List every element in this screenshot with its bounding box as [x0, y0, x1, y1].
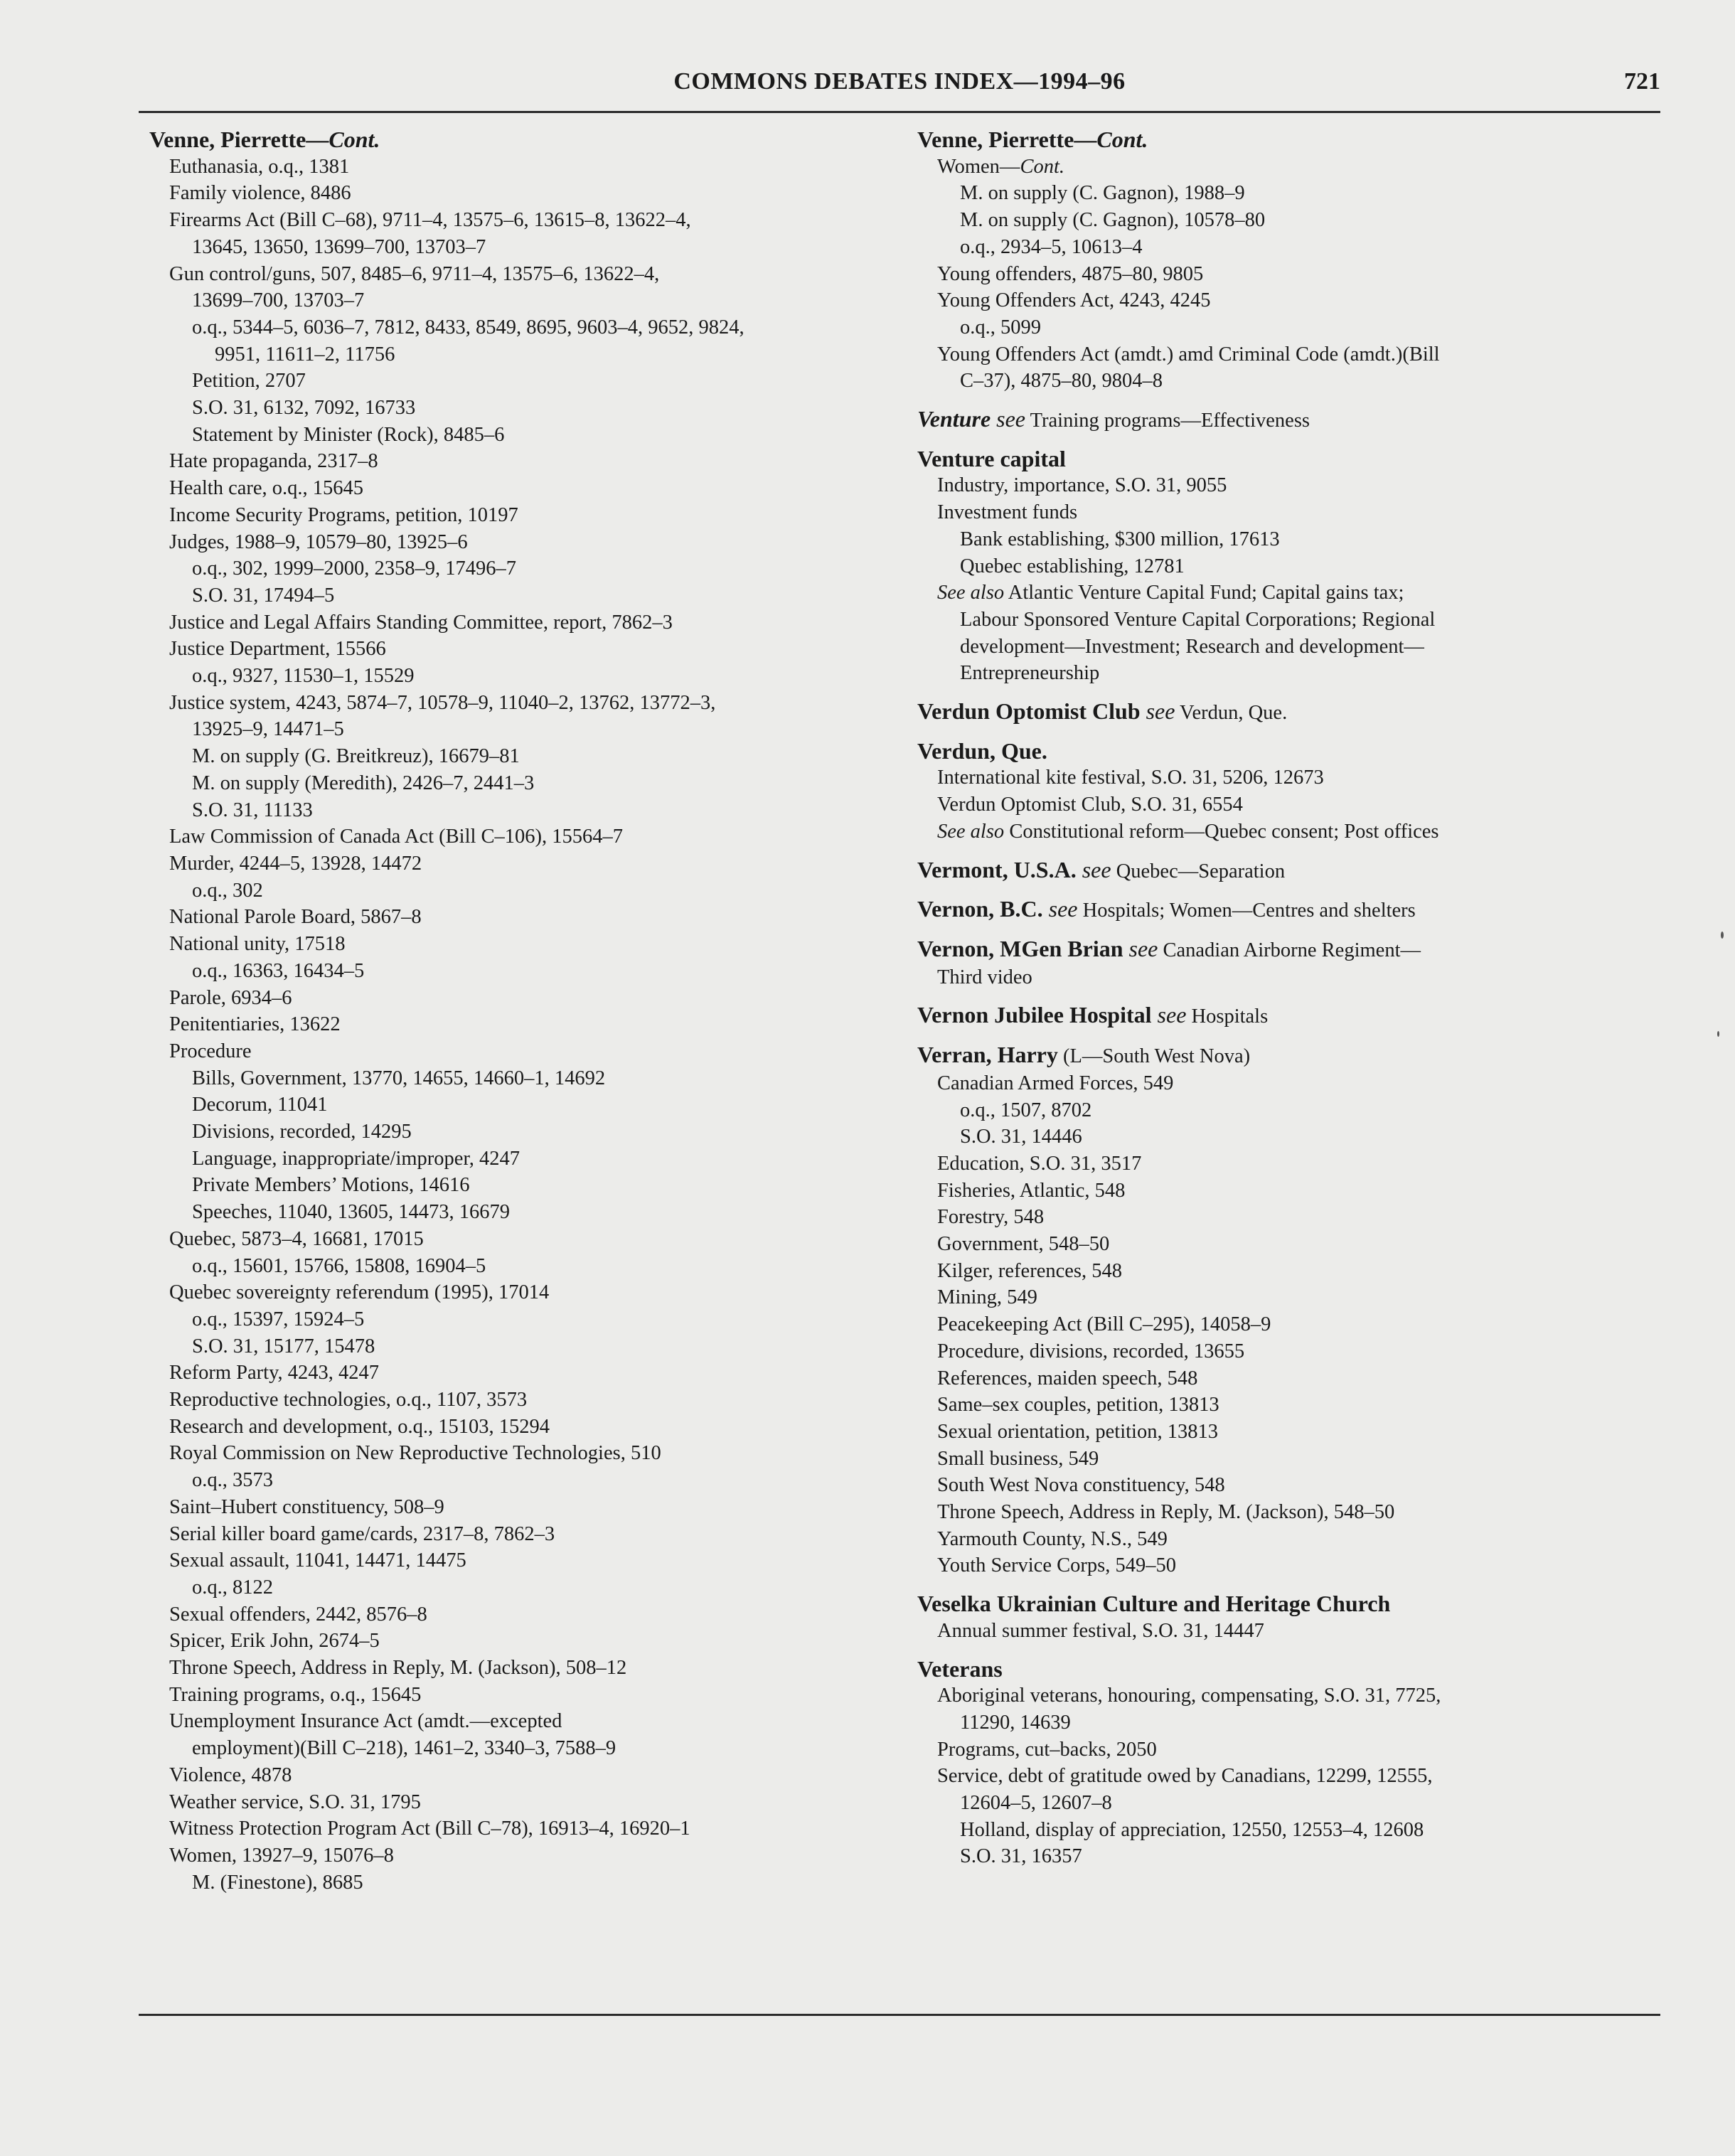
index-entry: [917, 287, 1628, 314]
index-entry: [149, 555, 889, 582]
entry-text: see: [1140, 698, 1175, 725]
entry-text: Young Offenders Act (amdt.) amd Criminal Code (amdt.)(Bill: [937, 343, 1440, 365]
index-entry: [917, 580, 1628, 607]
entry-text: National Parole Board, 5867–8: [169, 906, 422, 929]
index-entry: [917, 234, 1628, 261]
index-heading: [917, 446, 1628, 473]
entry-text: Royal Commission on New Reproductive Technologies, 510: [169, 1442, 661, 1465]
index-entry: [149, 475, 889, 502]
entry-text: Venture capital: [917, 445, 1066, 471]
index-entry: [149, 1735, 889, 1762]
entry-text: o.q., 5344–5, 6036–7, 7812, 8433, 8549, 8695, 9603–4, 9652, 9824,: [192, 316, 744, 338]
index-entry: [149, 1011, 889, 1038]
index-entry: [149, 529, 889, 556]
index-entry: [917, 1446, 1628, 1473]
index-entry: [149, 234, 889, 261]
entry-text: Venne, Pierrette—: [917, 127, 1097, 152]
entry-text: Verdun, Que.: [917, 737, 1047, 764]
entry-text: Veselka Ukrainian Culture and Heritage Church: [917, 1591, 1391, 1617]
index-entry: [917, 154, 1628, 181]
index-entry: [149, 1708, 889, 1735]
index-entry: [149, 422, 889, 449]
index-entry: [917, 1709, 1628, 1736]
index-entry: [917, 1419, 1628, 1446]
index-entry: [917, 660, 1628, 687]
entry-text: Industry, importance, S.O. 31, 9055: [937, 474, 1227, 497]
index-entry: [149, 287, 889, 314]
entry-text: Aboriginal veterans, honouring, compensating, S.O. 31, 7725,: [937, 1685, 1441, 1707]
index-entry: [917, 634, 1628, 661]
index-entry: [917, 791, 1628, 818]
entry-text: o.q., 302: [192, 879, 263, 902]
entry-text: Cont.: [1096, 127, 1148, 152]
index-entry: [149, 1601, 889, 1628]
index-entry: [917, 964, 1628, 991]
index-entry: [149, 341, 889, 368]
index-entry: [149, 1092, 889, 1119]
entry-text: o.q., 5099: [960, 316, 1041, 338]
scan-speck: [1721, 932, 1724, 939]
entry-text: Throne Speech, Address in Reply, M. (Jackson), 508–12: [169, 1657, 627, 1680]
index-entry: [917, 1618, 1628, 1645]
index-entry: [917, 1682, 1628, 1709]
index-heading: [149, 127, 889, 154]
entry-text: see: [1076, 856, 1111, 882]
entry-text: 12604–5, 12607–8: [960, 1792, 1112, 1815]
index-entry: [917, 553, 1628, 580]
entry-text: employment)(Bill C–218), 1461–2, 3340–3, 7588–9: [192, 1737, 616, 1760]
entry-text: Constitutional reform—Quebec consent; Post offices: [1004, 820, 1439, 843]
index-entry: [917, 1763, 1628, 1790]
index-heading: [917, 1591, 1628, 1618]
entry-text: Law Commission of Canada Act (Bill C–106), 15564–7: [169, 826, 624, 848]
index-entry: [149, 1547, 889, 1574]
index-entry: [149, 770, 889, 797]
entry-text: Atlantic Venture Capital Fund; Capital gains tax;: [1004, 582, 1404, 604]
entry-text: Verdun Optomist Club: [917, 698, 1141, 725]
entry-text: Procedure: [169, 1040, 252, 1062]
index-entry: [149, 690, 889, 717]
index-entry: [917, 1817, 1628, 1844]
index-entry: [149, 850, 889, 877]
index-entry: [917, 1365, 1628, 1392]
index-entry: [149, 1440, 889, 1467]
index-entry: [149, 314, 889, 341]
index-entry: [149, 1119, 889, 1146]
index-heading: [917, 857, 1628, 885]
index-entry: [149, 1842, 889, 1869]
entry-text: Investment funds: [937, 501, 1078, 524]
index-entry: [917, 472, 1628, 499]
entry-text: Justice system, 4243, 5874–7, 10578–9, 11040–2, 13762, 13772–3,: [169, 691, 716, 714]
footer-rule: [139, 2014, 1660, 2016]
index-entry: [917, 1097, 1628, 1124]
index-entry: [149, 1494, 889, 1521]
index-entry: [149, 823, 889, 850]
index-entry: [149, 1199, 889, 1226]
index-entry: [917, 341, 1628, 368]
entry-text: Firearms Act (Bill C–68), 9711–4, 13575–6, 13615–8, 13622–4,: [169, 209, 691, 232]
index-entry: [917, 1736, 1628, 1763]
entry-text: Small business, 549: [937, 1447, 1099, 1470]
entry-text: 9951, 11611–2, 11756: [215, 343, 395, 365]
page-number: 721: [1624, 68, 1660, 95]
entry-text: Bills, Government, 13770, 14655, 14660–1, 14692: [192, 1067, 606, 1089]
entry-text: Peacekeeping Act (Bill C–295), 14058–9: [937, 1313, 1271, 1336]
entry-text: o.q., 2934–5, 10613–4: [960, 235, 1143, 258]
entry-text: Health care, o.q., 15645: [169, 477, 364, 500]
entry-text: Women—: [937, 155, 1020, 178]
index-entry: [917, 607, 1628, 634]
index-entry: [149, 1869, 889, 1896]
entry-text: Quebec establishing, 12781: [960, 555, 1185, 577]
index-entry: [149, 1789, 889, 1816]
entry-text: References, maiden speech, 548: [937, 1367, 1198, 1389]
entry-text: Young Offenders Act, 4243, 4245: [937, 289, 1211, 312]
index-entry: [917, 818, 1628, 845]
index-heading: [917, 406, 1628, 434]
entry-text: Euthanasia, o.q., 1381: [169, 155, 350, 178]
entry-text: Bank establishing, $300 million, 17613: [960, 528, 1280, 550]
entry-text: Entrepreneurship: [960, 662, 1100, 685]
entry-text: Kilger, references, 548: [937, 1259, 1122, 1282]
index-entry: [149, 1065, 889, 1092]
entry-text: o.q., 3573: [192, 1469, 273, 1492]
entry-text: Language, inappropriate/improper, 4247: [192, 1147, 520, 1170]
entry-text: Venture: [917, 406, 991, 432]
index-entry: [149, 877, 889, 904]
entry-text: Programs, cut–backs, 2050: [937, 1738, 1157, 1761]
entry-text: Canadian Airborne Regiment—: [1158, 939, 1421, 961]
entry-text: Family violence, 8486: [169, 182, 351, 205]
entry-text: Forestry, 548: [937, 1206, 1045, 1229]
index-entry: [149, 1172, 889, 1199]
entry-text: M. on supply (C. Gagnon), 10578–80: [960, 209, 1266, 232]
index-entry: [149, 1387, 889, 1414]
entry-text: Unemployment Insurance Act (amdt.—excepted: [169, 1710, 562, 1733]
index-entry: [917, 1258, 1628, 1285]
index-heading: [917, 127, 1628, 154]
entry-text: Justice Department, 15566: [169, 638, 386, 661]
index-entry: [149, 1815, 889, 1842]
index-entry: [149, 743, 889, 770]
index-entry: [149, 609, 889, 636]
entry-text: Reform Party, 4243, 4247: [169, 1362, 379, 1384]
entry-text: Serial killer board game/cards, 2317–8, 7862–3: [169, 1522, 555, 1545]
entry-text: Quebec, 5873–4, 16681, 17015: [169, 1227, 424, 1250]
entry-text: (L—South West Nova): [1057, 1045, 1251, 1068]
entry-text: Speeches, 11040, 13605, 14473, 16679: [192, 1201, 510, 1224]
index-entry: [149, 904, 889, 931]
index-entry: [149, 1333, 889, 1360]
entry-text: Annual summer festival, S.O. 31, 14447: [937, 1619, 1264, 1642]
index-entry: [917, 499, 1628, 526]
index-entry: [917, 1124, 1628, 1151]
entry-text: Verran, Harry: [917, 1042, 1058, 1068]
entry-text: Judges, 1988–9, 10579–80, 13925–6: [169, 530, 468, 553]
entry-text: Vernon, B.C.: [917, 896, 1043, 922]
entry-text: International kite festival, S.O. 31, 5206, 12673: [937, 767, 1324, 789]
entry-text: Veterans: [917, 1655, 1003, 1682]
entry-text: S.O. 31, 6132, 7092, 16733: [192, 397, 416, 420]
index-entry: [149, 985, 889, 1012]
index-entry: [149, 207, 889, 234]
index-entry: [917, 207, 1628, 234]
entry-text: M. on supply (C. Gagnon), 1988–9: [960, 182, 1245, 205]
index-entry: [917, 1178, 1628, 1205]
index-entry: [917, 314, 1628, 341]
entry-text: Reproductive technologies, o.q., 1107, 3573: [169, 1389, 528, 1411]
entry-text: Petition, 2707: [192, 370, 306, 393]
index-heading: [917, 1656, 1628, 1683]
entry-text: o.q., 1507, 8702: [960, 1099, 1092, 1121]
index-entry: [149, 261, 889, 288]
entry-text: S.O. 31, 15177, 15478: [192, 1335, 375, 1357]
entry-text: Women, 13927–9, 15076–8: [169, 1845, 394, 1867]
entry-text: Mining, 549: [937, 1286, 1037, 1309]
entry-text: see: [991, 406, 1025, 432]
index-entry: [149, 368, 889, 395]
index-entry: [917, 1499, 1628, 1526]
scan-speck: [1717, 1031, 1719, 1037]
index-entry: [149, 931, 889, 958]
entry-text: Violence, 4878: [169, 1763, 292, 1786]
entry-text: Labour Sponsored Venture Capital Corporations; Regional: [960, 608, 1436, 631]
entry-text: o.q., 302, 1999–2000, 2358–9, 17496–7: [192, 557, 516, 580]
entry-text: Holland, display of appreciation, 12550, 12553–4, 12608: [960, 1818, 1424, 1841]
entry-text: Third video: [937, 966, 1032, 988]
entry-text: Income Security Programs, petition, 10197: [169, 503, 518, 526]
running-title: COMMONS DEBATES INDEX—1994–96: [673, 68, 1126, 95]
index-entry: [149, 1574, 889, 1601]
index-entry: [149, 502, 889, 529]
index-heading: [917, 1002, 1628, 1030]
entry-text: M. on supply (Meredith), 2426–7, 2441–3: [192, 772, 535, 794]
index-entry: [149, 1414, 889, 1441]
index-entry: [149, 1226, 889, 1253]
entry-text: o.q., 15397, 15924–5: [192, 1308, 365, 1330]
index-heading: [917, 738, 1628, 765]
entry-text: Divisions, recorded, 14295: [192, 1121, 412, 1143]
index-column-left: [149, 127, 889, 1896]
index-entry: [149, 958, 889, 985]
entry-text: M. on supply (G. Breitkreuz), 16679–81: [192, 745, 520, 768]
index-entry: [149, 1762, 889, 1789]
entry-text: Hospitals: [1186, 1005, 1269, 1028]
index-entry: [149, 716, 889, 743]
index-entry: [917, 1311, 1628, 1338]
index-entry: [149, 180, 889, 207]
entry-text: Private Members’ Motions, 14616: [192, 1174, 470, 1197]
entry-text: M. (Finestone), 8685: [192, 1871, 363, 1894]
index-entry: [149, 448, 889, 475]
index-entry: [149, 1253, 889, 1280]
index-entry: [149, 663, 889, 690]
index-entry: [917, 1552, 1628, 1579]
entry-text: Penitentiaries, 13622: [169, 1013, 341, 1036]
entry-text: see: [1042, 896, 1078, 922]
index-entry: [917, 1284, 1628, 1311]
index-entry: [149, 1521, 889, 1548]
entry-text: 13645, 13650, 13699–700, 13703–7: [192, 235, 486, 258]
entry-text: Service, debt of gratitude owed by Canadians, 12299, 12555,: [937, 1765, 1433, 1788]
entry-text: Gun control/guns, 507, 8485–6, 9711–4, 13575–6, 13622–4,: [169, 262, 660, 285]
index-heading: [917, 936, 1628, 964]
entry-text: Education, S.O. 31, 3517: [937, 1152, 1142, 1175]
entry-text: Vernon, MGen Brian: [917, 935, 1123, 961]
entry-text: see: [1151, 1002, 1187, 1028]
entry-text: Justice and Legal Affairs Standing Committee, report, 7862–3: [169, 611, 673, 634]
index-entry: [917, 261, 1628, 288]
entry-text: 13925–9, 14471–5: [192, 718, 344, 741]
entry-text: South West Nova constituency, 548: [937, 1474, 1225, 1497]
entry-text: Vernon Jubilee Hospital: [917, 1002, 1152, 1028]
index-entry: [149, 395, 889, 422]
entry-text: Statement by Minister (Rock), 8485–6: [192, 423, 505, 446]
entry-text: Youth Service Corps, 549–50: [937, 1554, 1176, 1577]
entry-text: Cont.: [1020, 155, 1064, 178]
entry-text: Training programs, o.q., 15645: [169, 1683, 422, 1706]
entry-text: Decorum, 11041: [192, 1094, 328, 1116]
index-entry: [917, 1790, 1628, 1817]
entry-text: Sexual offenders, 2442, 8576–8: [169, 1603, 427, 1626]
entry-text: S.O. 31, 17494–5: [192, 584, 335, 607]
entry-text: Parole, 6934–6: [169, 986, 292, 1009]
entry-text: Verdun, Que.: [1175, 702, 1288, 725]
entry-text: Training programs—Effectiveness: [1025, 410, 1310, 432]
entry-text: S.O. 31, 14446: [960, 1126, 1082, 1148]
entry-text: Vermont, U.S.A.: [917, 856, 1077, 882]
index-heading: [917, 896, 1628, 924]
index-entry: [917, 1392, 1628, 1419]
index-entry: [149, 1360, 889, 1387]
index-entry: [917, 764, 1628, 791]
index-entry: [149, 1038, 889, 1065]
entry-text: Procedure, divisions, recorded, 13655: [937, 1340, 1245, 1362]
entry-text: see: [1123, 935, 1158, 961]
entry-text: 13699–700, 13703–7: [192, 289, 365, 312]
entry-text: Sexual assault, 11041, 14471, 14475: [169, 1549, 466, 1572]
index-entry: [149, 636, 889, 663]
index-entry: [149, 797, 889, 824]
entry-text: Venne, Pierrette—: [149, 127, 329, 152]
entry-text: o.q., 8122: [192, 1576, 273, 1599]
index-column-right: [917, 127, 1628, 1870]
entry-text: Yarmouth County, N.S., 549: [937, 1527, 1168, 1550]
entry-text: Verdun Optomist Club, S.O. 31, 6554: [937, 794, 1243, 816]
index-entry: [149, 582, 889, 609]
entry-text: S.O. 31, 11133: [192, 799, 313, 821]
index-entry: [917, 526, 1628, 553]
index-entry: [917, 1472, 1628, 1499]
entry-text: Government, 548–50: [937, 1233, 1110, 1256]
entry-text: Hospitals; Women—Centres and shelters: [1077, 900, 1416, 922]
index-entry: [917, 180, 1628, 207]
entry-text: See also: [937, 582, 1005, 604]
entry-text: Fisheries, Atlantic, 548: [937, 1179, 1126, 1202]
index-entry: [149, 1306, 889, 1333]
index-entry: [917, 1070, 1628, 1097]
entry-text: S.O. 31, 16357: [960, 1845, 1082, 1868]
index-entry: [917, 1338, 1628, 1365]
index-entry: [149, 1682, 889, 1709]
index-entry: [149, 1628, 889, 1655]
entry-text: o.q., 15601, 15766, 15808, 16904–5: [192, 1254, 486, 1277]
entry-text: Quebec sovereignty referendum (1995), 17014: [169, 1281, 550, 1304]
entry-text: Throne Speech, Address in Reply, M. (Jackson), 548–50: [937, 1501, 1395, 1524]
entry-text: Cont.: [329, 127, 380, 152]
entry-text: National unity, 17518: [169, 933, 346, 956]
page-header: [139, 68, 1660, 113]
entry-text: C–37), 4875–80, 9804–8: [960, 370, 1163, 393]
entry-text: Saint–Hubert constituency, 508–9: [169, 1495, 444, 1518]
index-entry: [917, 1526, 1628, 1553]
entry-text: Canadian Armed Forces, 549: [937, 1072, 1174, 1094]
entry-text: development—Investment; Research and development—: [960, 635, 1424, 658]
index-entry: [917, 1204, 1628, 1231]
index-entry: [917, 1843, 1628, 1870]
index-entry: [917, 1151, 1628, 1178]
index-entry: [149, 154, 889, 181]
index-heading: [917, 1042, 1628, 1070]
entry-text: Research and development, o.q., 15103, 15294: [169, 1415, 550, 1438]
index-entry: [149, 1279, 889, 1306]
entry-text: Murder, 4244–5, 13928, 14472: [169, 852, 422, 875]
entry-text: Young offenders, 4875–80, 9805: [937, 262, 1204, 285]
entry-text: See also: [937, 820, 1005, 843]
entry-text: Spicer, Erik John, 2674–5: [169, 1630, 380, 1653]
entry-text: Sexual orientation, petition, 13813: [937, 1420, 1218, 1443]
entry-text: Witness Protection Program Act (Bill C–78), 16913–4, 16920–1: [169, 1818, 690, 1840]
index-entry: [917, 368, 1628, 395]
entry-text: Quebec—Separation: [1111, 860, 1286, 882]
index-heading: [917, 698, 1628, 727]
entry-text: o.q., 16363, 16434–5: [192, 959, 365, 982]
index-entry: [917, 1231, 1628, 1258]
index-entry: [149, 1655, 889, 1682]
entry-text: o.q., 9327, 11530–1, 15529: [192, 665, 415, 688]
index-entry: [149, 1467, 889, 1494]
entry-text: Same–sex couples, petition, 13813: [937, 1394, 1219, 1416]
entry-text: Hate propaganda, 2317–8: [169, 450, 378, 473]
entry-text: Weather service, S.O. 31, 1795: [169, 1791, 421, 1813]
index-entry: [149, 1146, 889, 1173]
entry-text: 11290, 14639: [960, 1711, 1071, 1734]
